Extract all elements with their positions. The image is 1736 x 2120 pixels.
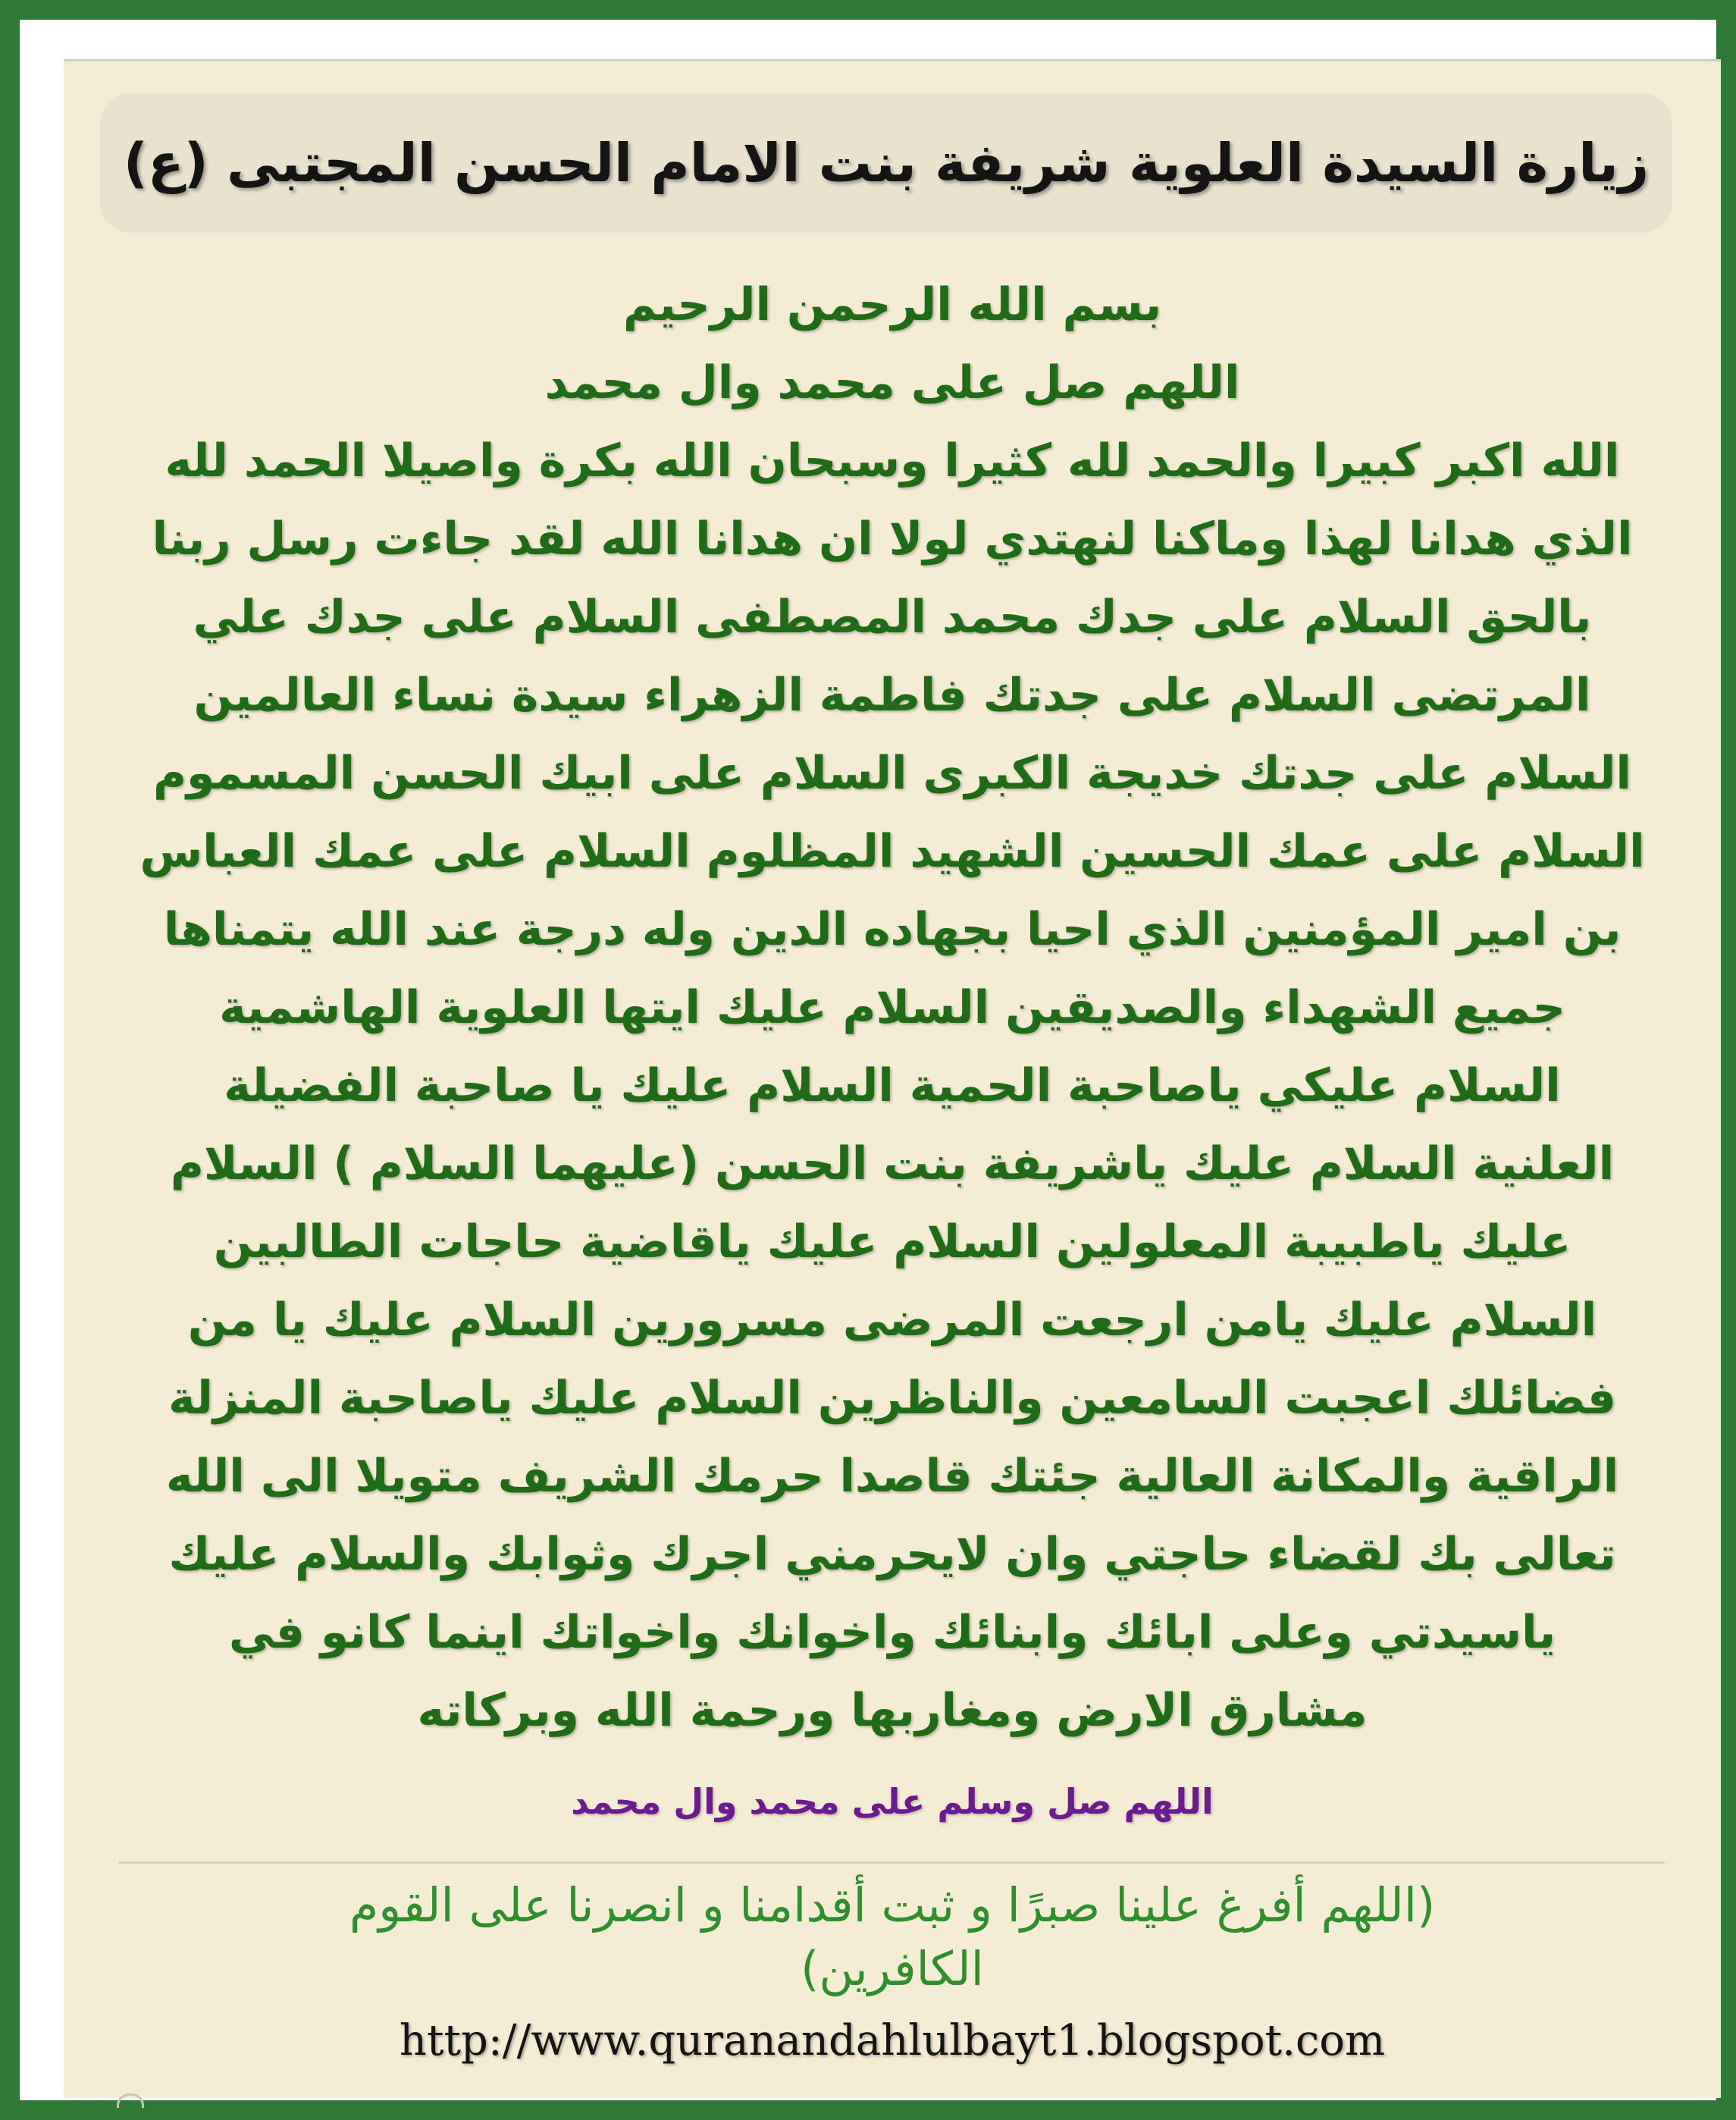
text-line: جميع الشهداء والصديقين السلام عليك ايتها العلوية الهاشمية bbox=[219, 981, 1565, 1034]
dua-line: (اللهم أفرغ علينا صبرًا و ثبت أقدامنا و انصرنا على القوم bbox=[349, 1877, 1436, 1933]
dua-line: الكافرين) bbox=[801, 1941, 984, 1996]
text-line: السلام على جدتك خديجة الكبرى السلام على ابيك الحسن المسموم bbox=[153, 747, 1631, 800]
text-line: السلام على عمك الحسين الشهيد المظلوم السلام على عمك العباس bbox=[139, 825, 1645, 878]
text-line: فضائلك اعجبت السامعين والناظرين السلام عليك ياصاحبة المنزلة bbox=[168, 1372, 1617, 1425]
text-line: العلنية السلام عليك ياشريفة بنت الحسن (عليهما السلام ) السلام bbox=[170, 1137, 1615, 1190]
text-line: المرتضى السلام على جدتك فاطمة الزهراء سيدة نساء العالمين bbox=[193, 669, 1591, 722]
text-line: السلام عليك يامن ارجعت المرضى مسرورين السلام عليك يا من bbox=[187, 1294, 1597, 1347]
ziyarah-text bbox=[117, 266, 1668, 1750]
text-line: تعالى بك لقضاء حاجتي وان لايحرمني اجرك وثوابك والسلام عليك bbox=[168, 1528, 1616, 1581]
title-banner bbox=[100, 93, 1672, 233]
text-line: بالحق السلام على جدك محمد المصطفى السلام على جدك علي bbox=[193, 591, 1592, 644]
text-line: السلام عليكي ياصاحبة الحمية السلام عليك يا صاحبة الفضيلة bbox=[224, 1059, 1561, 1112]
text-line: مشارق الارض ومغاربها ورحمة الله وبركاته bbox=[417, 1684, 1368, 1737]
text-line: الله اكبر كبيرا والحمد لله كثيرا وسبحان الله بكرة واصيلا الحمد لله bbox=[165, 434, 1620, 488]
text-line: اللهم صل على محمد وال محمد bbox=[544, 356, 1240, 409]
page-corner-mark bbox=[117, 2093, 144, 2108]
salawat-line: اللهم صل وسلم على محمد وال محمد bbox=[571, 1781, 1214, 1822]
blog-url: http://www.quranandahlulbayt1.blogspot.com bbox=[399, 2016, 1386, 2065]
text-line: بن امير المؤمنين الذي احيا بجهاده الدين وله درجة عند الله يتمناها bbox=[163, 903, 1622, 956]
dua-block bbox=[117, 1874, 1668, 2001]
document-page bbox=[64, 59, 1721, 2098]
divider bbox=[118, 1861, 1665, 1864]
text-line: عليك ياطبيبة المعلولين السلام عليك ياقاضية حاجات الطالبين bbox=[213, 1215, 1571, 1269]
text-line: الراقية والمكانة العالية جئتك قاصدا حرمك الشريف متويلا الى الله bbox=[165, 1450, 1619, 1503]
text-line: ياسيدتي وعلى ابائك وابنائك واخوانك واخواتك اينما كانو في bbox=[228, 1606, 1556, 1659]
page-title: زيارة السيدة العلوية شريفة بنت الامام الحسن المجتبى (ع) bbox=[123, 132, 1650, 194]
text-line: بسم الله الرحمن الرحيم bbox=[622, 278, 1162, 331]
text-line: الذي هدانا لهذا وماكنا لنهتدي لولا ان هدانا الله لقد جاءت رسل ربنا bbox=[152, 513, 1633, 566]
